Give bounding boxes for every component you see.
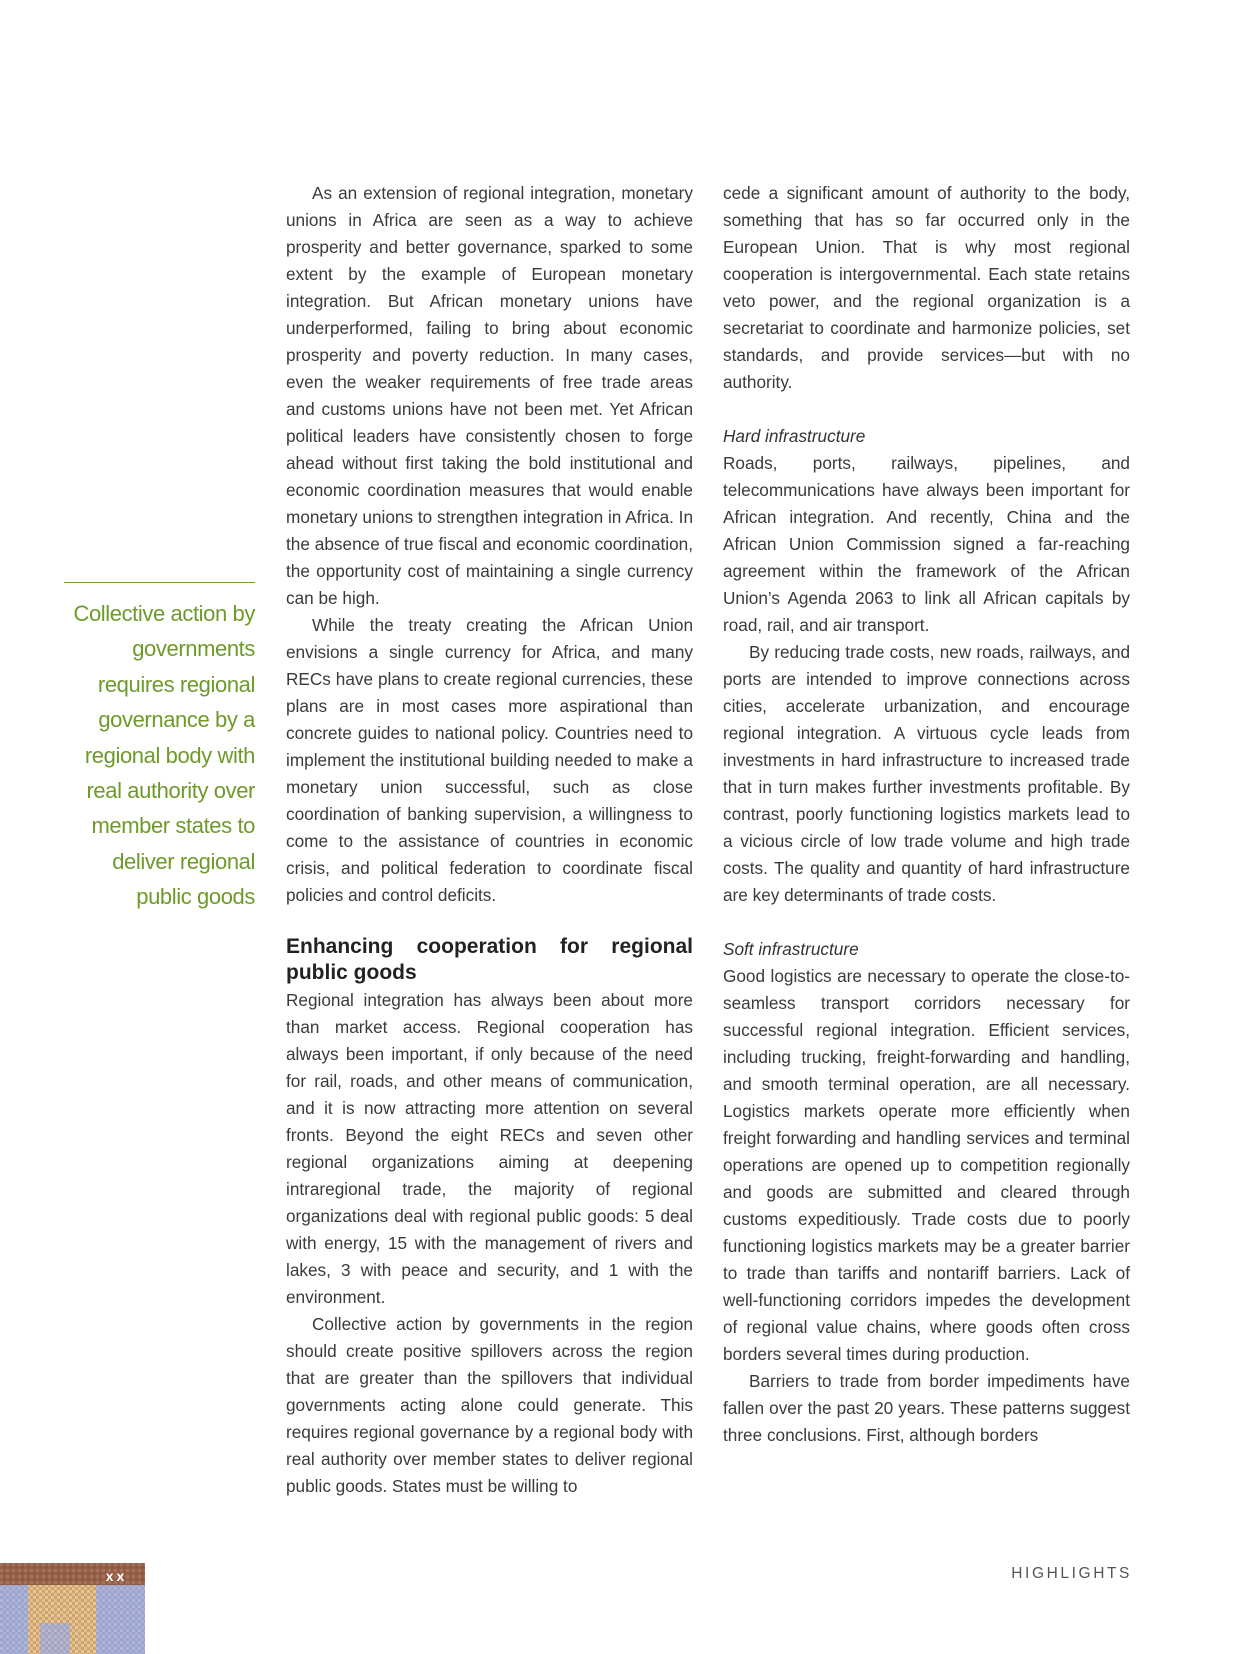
right-column	[723, 180, 1130, 1449]
subheading-soft-infrastructure: Soft infrastructure	[723, 939, 859, 959]
pull-quote: Collective action by governments requires regional governance by a regional body with real authority over member states to deliver regional public goods	[73, 601, 255, 910]
section-heading: Enhancing cooperation for regional public goods	[286, 935, 693, 984]
right-para-4: Good logistics are necessary to operate the close-to-seamless transport corridors necessary for successful regional integration. Efficient services, including trucking, freight-forwarding and handling, and smooth terminal operation, are all necessary. Logistics markets operate more efficiently when freight forwarding and handling services and terminal operations are opened up to competition regionally and goods are submitted and cleared through customs expeditiously. Trade costs due to poorly functioning logistics markets may be a greater barrier to trade than tariffs and nontariff barriers. Lack of well-functioning corridors impedes the development of regional value chains, where goods often cross borders several times during production.	[723, 966, 1130, 1364]
right-para-2: Roads, ports, railways, pipelines, and telecommunications have always been important for African integration. And recently, China and the African Union Commission signed a far-reaching agreement within the framework of the African Union’s Agenda 2063 to link all African capitals by road, rail, and air transport.	[723, 453, 1130, 635]
left-column	[286, 180, 693, 1500]
right-para-3: By reducing trade costs, new roads, railways, and ports are intended to improve connections across cities, accelerate urbanization, and encourage regional integration. A virtuous cycle leads from investments in hard infrastructure to increased trade that in turn makes further investments profitable. By contrast, poorly functioning logistics markets lead to a vicious circle of low trade volume and high trade costs. The quality and quantity of hard infrastructure are key determinants of trade costs.	[723, 642, 1130, 905]
subheading-hard-infrastructure: Hard infrastructure	[723, 426, 866, 446]
left-para-1: As an extension of regional integration, monetary unions in Africa are seen as a way to achieve prosperity and better governance, sparked to some extent by the example of European monetary integration. But African monetary unions have underperformed, failing to bring about economic prosperity and poverty reduction. In many cases, even the weaker requirements of free trade areas and customs unions have not been met. Yet African political leaders have consistently chosen to forge ahead without first taking the bold institutional and economic coordination measures that would enable monetary unions to strengthen integration in Africa. In the absence of true fiscal and economic coordination, the opportunity cost of maintaining a single currency can be high.	[286, 183, 694, 608]
left-para-4: Collective action by governments in the region should create positive spillovers across the region that are greater than the spillovers that individual governments acting alone could generate. This requires regional governance by a regional body with real authority over member states to deliver regional public goods. States must be willing to	[286, 1314, 693, 1496]
running-head: HIGHLIGHTS	[1011, 1565, 1132, 1582]
pull-quote-rule	[64, 582, 255, 583]
left-para-3: Regional integration has always been about more than market access. Regional cooperation has always been important, if only because of the need for rail, roads, and other means of communication, and it is now attracting more attention on several fronts. Beyond the eight RECs and seven other regional organizations aiming at deepening intraregional trade, the majority of regional organizations deal with regional public goods: 5 deal with energy, 15 with the management of rivers and lakes, 3 with peace and security, and 1 with the environment.	[286, 990, 693, 1307]
left-para-2: While the treaty creating the African Union envisions a single currency for Africa, and many RECs have plans to create regional currencies, these plans are in most cases more aspirational than concrete guides to national policy. Countries need to implement the institutional building needed to make a monetary union successful, such as close coordination of banking supervision, a willingness to come to the assistance of countries in economic crisis, and political federation to coordinate fiscal policies and control deficits.	[286, 615, 693, 905]
spacer	[723, 396, 1130, 423]
spacer	[723, 909, 1130, 936]
right-para-1: cede a significant amount of authority to the body, something that has so far occurred only in the European Union. That is why most regional cooperation is intergovernmental. Each state retains veto power, and the regional organization is a secretariat to coordinate and harmonize policies, set standards, and provide services—but with no authority.	[723, 183, 1130, 392]
right-para-5: Barriers to trade from border impediments have fallen over the past 20 years. These patterns suggest three conclusions. First, although borders	[723, 1371, 1130, 1445]
page-number: xx	[105, 1568, 128, 1584]
